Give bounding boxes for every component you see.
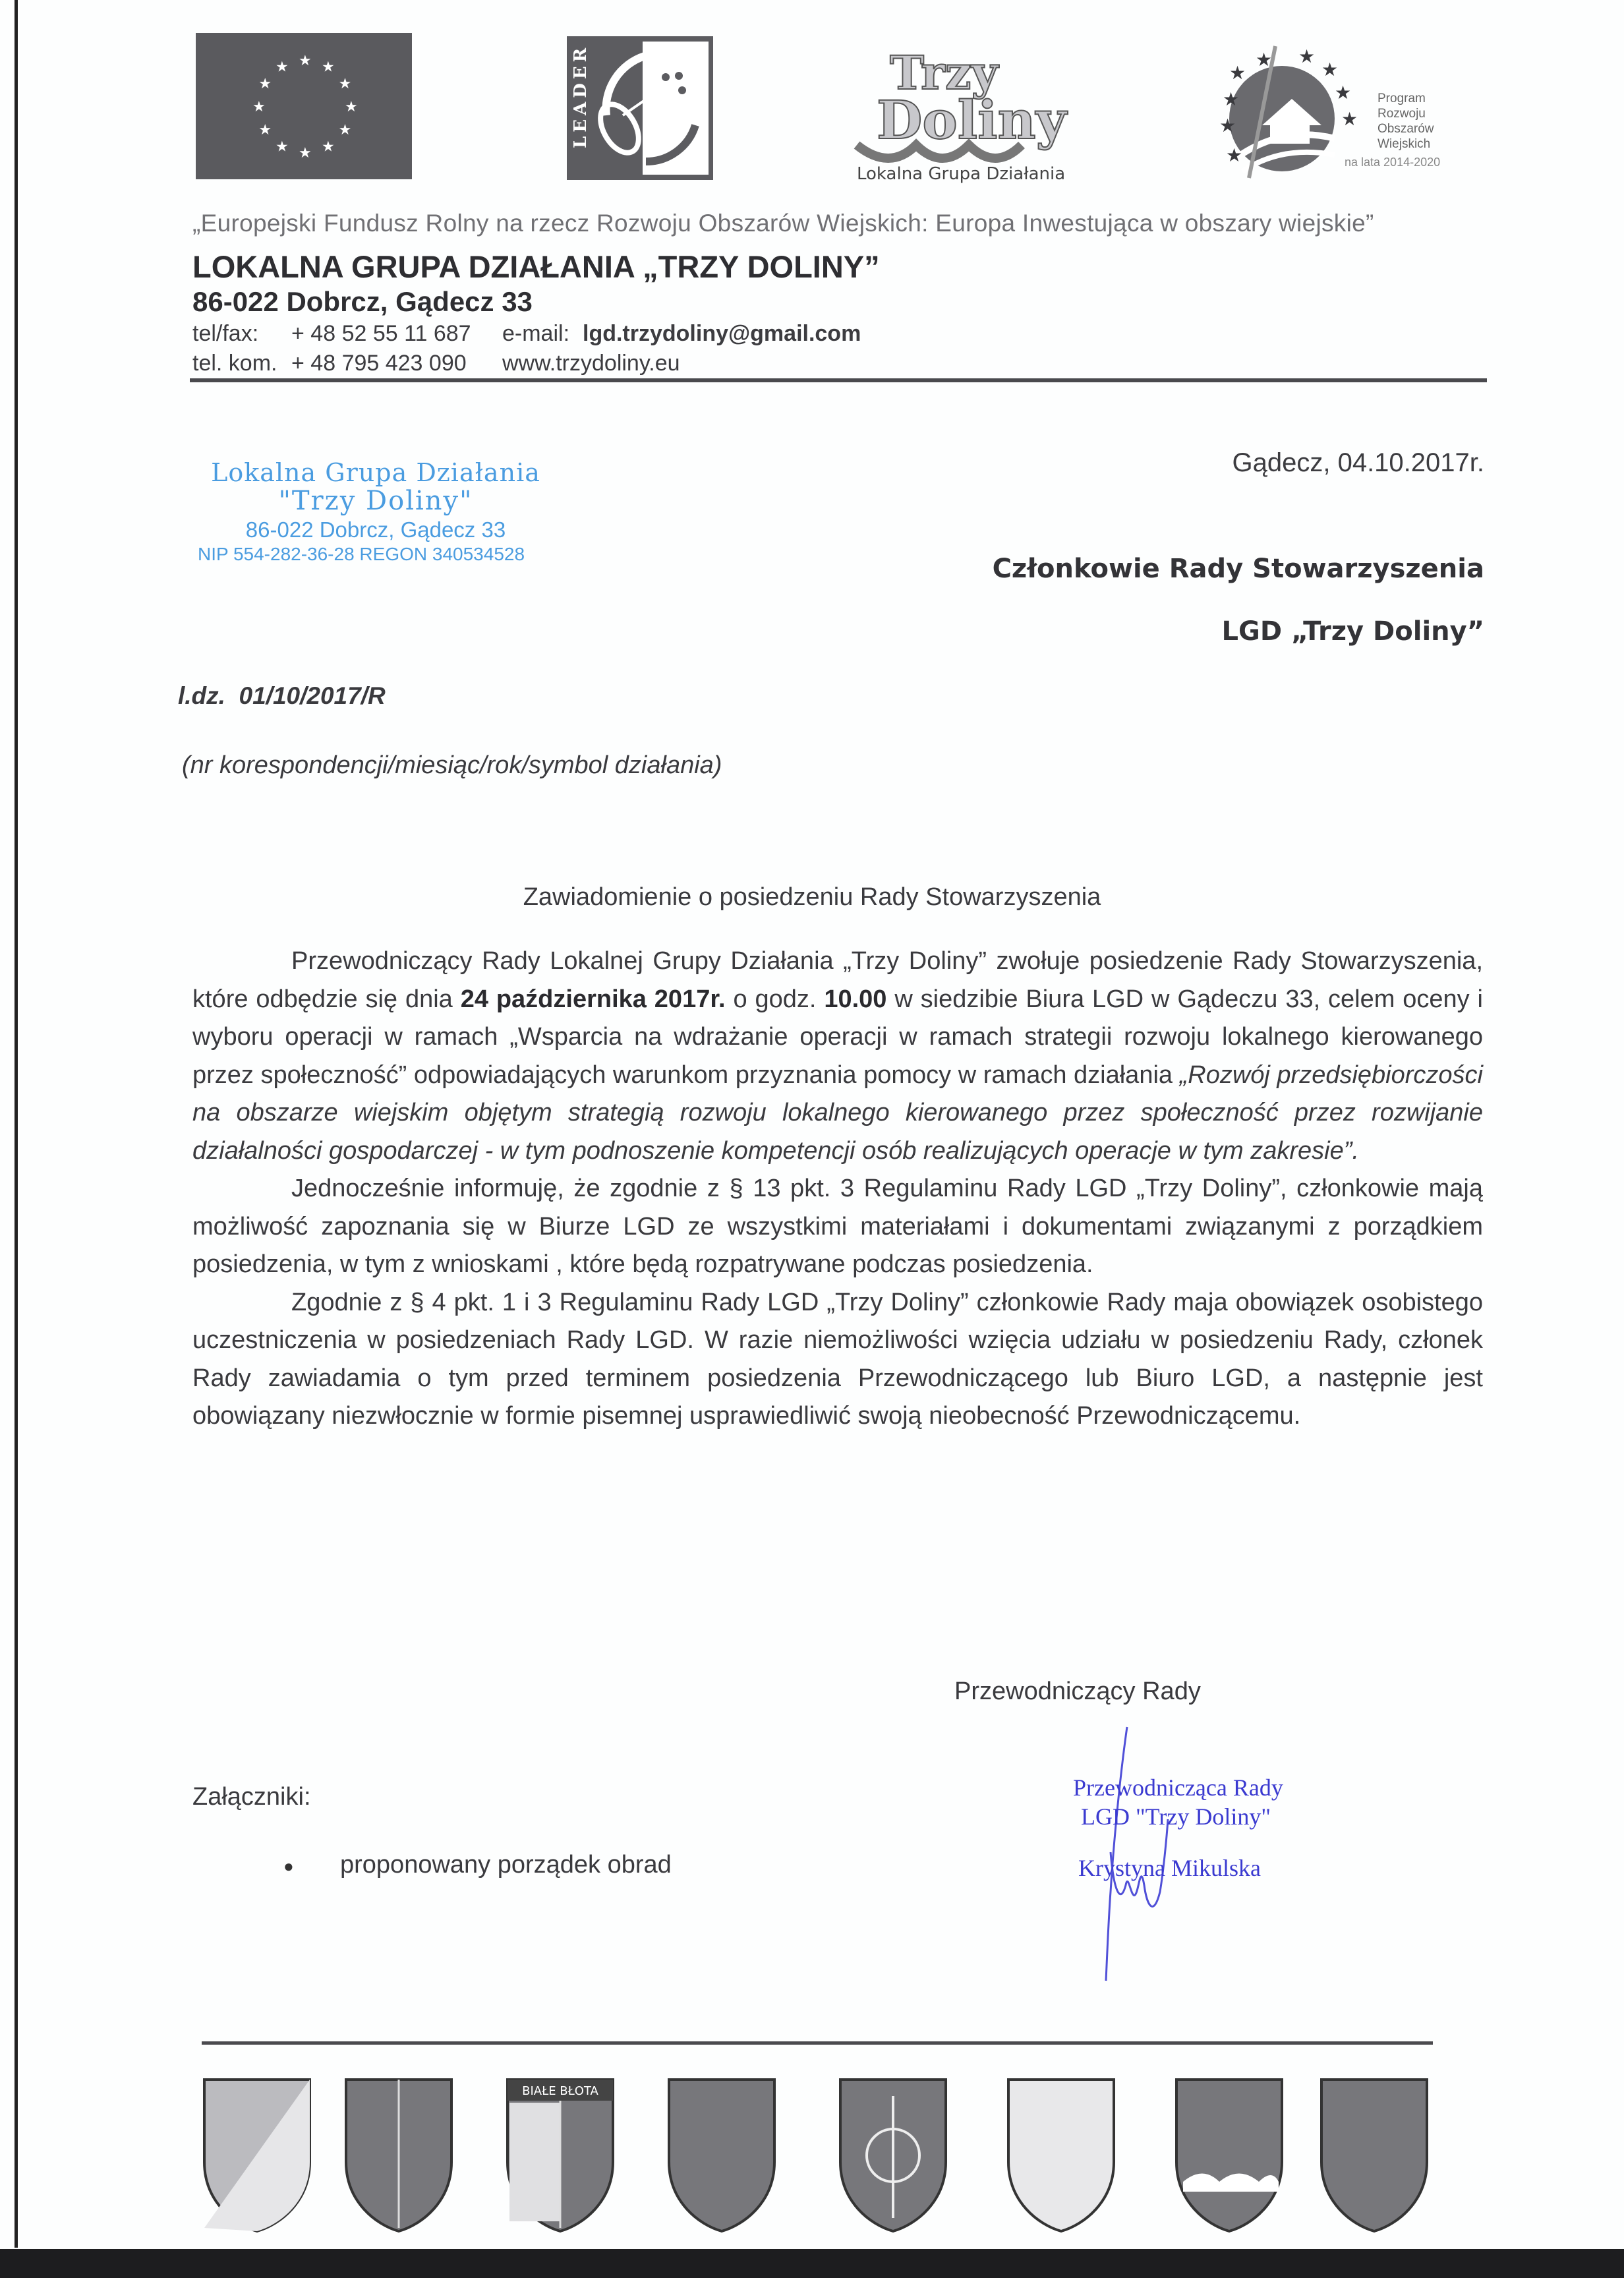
coat-of-arms-biale-blota-icon — [504, 2076, 616, 2234]
meeting-time: 10.00 — [824, 985, 887, 1013]
attachments-label: Załączniki: — [192, 1783, 311, 1811]
prow-logo — [1209, 40, 1460, 191]
meeting-date: 24 października 2017r. — [460, 985, 726, 1013]
prow-years: na lata 2014-2020 — [1345, 156, 1441, 169]
chairperson-stamp — [1073, 1773, 1283, 1883]
eu-star-icon: ★ — [322, 138, 335, 155]
letter-body — [192, 943, 1483, 1436]
logo-caption: Lokalna Grupa Działania — [857, 164, 1066, 184]
eu-star-icon: ★ — [276, 138, 289, 155]
coat-of-arms-6-icon — [1005, 2076, 1117, 2234]
reference-note: (nr korespondencji/miesiąc/rok/symbol działania) — [182, 751, 722, 779]
eu-star-icon: ★ — [258, 121, 272, 138]
eu-star-icon: ★ — [252, 98, 266, 115]
prow-star-icon: ★ — [1256, 49, 1273, 70]
signature-title: Przewodniczący Rady — [954, 1678, 1201, 1705]
prow-line-4: Wiejskich — [1378, 137, 1431, 151]
prow-star-icon: ★ — [1219, 115, 1236, 136]
contact-mobile: + 48 795 423 090 — [291, 351, 467, 376]
contact-mobile-label: tel. kom. — [192, 351, 277, 376]
eu-star-icon: ★ — [299, 52, 312, 69]
prow-star-icon: ★ — [1223, 89, 1240, 109]
contact-website-link[interactable]: www.trzydoliny.eu — [502, 351, 680, 376]
chair-stamp-line-2: LGD "Trzy Doliny" — [1081, 1803, 1271, 1830]
prow-star-icon: ★ — [1321, 59, 1339, 80]
contact-telfax: + 48 52 55 11 687 — [291, 321, 471, 346]
eu-star-icon: ★ — [299, 144, 312, 161]
place-date: Gądecz, 04.10.2017r. — [1232, 448, 1484, 477]
lgd-trzy-doliny-logo — [850, 40, 1074, 185]
scan-edge-bottom — [0, 2249, 1624, 2278]
attachment-item: ● proponowany porządek obrad — [283, 1851, 672, 1879]
stamp-line-3: 86-022 Dobrcz, Gądecz 33 — [245, 517, 506, 542]
coat-of-arms-4-icon — [666, 2076, 778, 2234]
prow-line-3: Obszarów — [1378, 122, 1434, 136]
coat-of-arms-1-icon — [201, 2076, 313, 2234]
coat-of-arms-8-icon — [1318, 2076, 1430, 2234]
prow-emblem-icon — [1209, 40, 1460, 191]
recipient-line-1: Członkowie Rady Stowarzyszenia — [992, 554, 1484, 584]
chair-stamp-line-3: Krystyna Mikulska — [1078, 1855, 1261, 1881]
logo-word-trzy: Trzy — [890, 45, 999, 100]
funding-quote: „Europejski Fundusz Rolny na rzecz Rozwoju Obszarów Wiejskich: Europa Inwestująca w obszary wiejskie” — [192, 210, 1374, 237]
logo-word-doliny: Doliny — [877, 89, 1067, 151]
eu-star-icon: ★ — [338, 75, 352, 92]
eu-star-icon: ★ — [258, 75, 272, 92]
prow-star-icon: ★ — [1226, 145, 1243, 165]
prow-line-2: Rozwoju — [1378, 107, 1426, 121]
eu-star-icon: ★ — [276, 58, 289, 75]
attachments-list — [283, 1851, 672, 1879]
prow-line-1: Program — [1378, 92, 1426, 105]
organization-name: LOKALNA GRUPA DZIAŁANIA „TRZY DOLINY” — [192, 249, 880, 284]
svg-text:BIAŁE BŁOTA: BIAŁE BŁOTA — [522, 2084, 598, 2098]
letter-title: Zawiadomienie o posiedzeniu Rady Stowarzyszenia — [523, 883, 1101, 911]
reference-value: 01/10/2017/R — [239, 682, 386, 709]
paragraph-1: Przewodniczący Rady Lokalnej Grupy Działania „Trzy Doliny” zwołuje posiedzenie Rady Stowarzyszenia, które odbędzie się dnia 24 października 2017r. o godz. 10.00 w siedzibie Biura LGD w Gądeczu 33, celem oceny i wyboru operacji w ramach „Wsparcia na wdrażanie operacji w ramach strategii rozwoju lokalnego kierowanego przez społeczność” odpowiadających warunkom przyznania pomocy w ramach działania „Rozwój przedsiębiorczości na obszarze wiejskim objętym strategią rozwoju lokalnego kierowanego przez społeczność przez rozwijanie działalności gospodarczej - w tym podnoszenie kompetencji osób realizujących operacje w tym zakresie”. — [192, 947, 1484, 1165]
stamp-line-4: NIP 554-282-36-28 REGON 340534528 — [198, 544, 525, 564]
paragraph-3: Zgodnie z § 4 pkt. 1 i 3 Regulaminu Rady LGD „Trzy Doliny” członkowie Rady maja obowiązek osobistego uczestniczenia w posiedzeniach Rady LGD. W razie niemożliwości wzięcia udziału w posiedzeniu Rady, członek Rady zawiadamia o tym przed terminem posiedzenia Przewodniczącego lub Biuro LGD, a następnie jest obowiązany niezwłocznie w formie pisemnej usprawiedliwić swoją nieobecność Przewodniczącemu. — [192, 1288, 1483, 1430]
reference-label: l.dz. — [178, 682, 225, 709]
eu-stars-icon — [196, 33, 412, 179]
eu-star-icon: ★ — [338, 121, 352, 138]
coat-of-arms-5-icon — [837, 2076, 949, 2234]
prow-star-icon: ★ — [1341, 109, 1358, 129]
contact-telfax-label: tel/fax: — [192, 321, 259, 346]
action-name: „Rozwój przedsiębiorczości na obszarze wiejskim objętym strategią rozwoju lokalnego kierowanego przez społeczność przez rozwijanie działalności gospodarczej - w tym podnoszenie kompetencji osób realizujących operacje w tym zakresie”. — [192, 1061, 1483, 1165]
reference-number — [178, 682, 386, 710]
coat-of-arms-2-icon — [343, 2076, 455, 2234]
trzy-doliny-logo-icon — [850, 40, 1074, 185]
eu-star-icon: ★ — [345, 98, 358, 115]
organization-stamp — [198, 458, 554, 565]
scan-edge-left — [14, 0, 18, 2248]
leader-logo — [567, 36, 713, 180]
contact-email-link[interactable]: lgd.trzydoliny@gmail.com — [583, 321, 861, 346]
recipient-line-2: LGD „Trzy Doliny” — [1221, 616, 1484, 647]
stamp-line-2: "Trzy Doliny" — [278, 486, 473, 516]
stamp-line-1: Lokalna Grupa Działania — [211, 458, 540, 487]
paragraph-2: Jednocześnie informuję, że zgodnie z § 13 pkt. 3 Regulaminu Rady LGD „Trzy Doliny”, członkowie mają możliwość zapoznania się w Biurze LGD ze wszystkimi materiałami i dokumentami związanymi z porządkiem posiedzenia, w tym z wnioskami , które będą rozpatrywane podczas posiedzenia. — [192, 1175, 1483, 1278]
organization-address: 86-022 Dobrcz, Gądecz 33 — [192, 286, 533, 317]
coat-of-arms-7-icon — [1173, 2076, 1285, 2234]
footer-divider — [202, 2041, 1433, 2045]
header-divider — [190, 378, 1487, 382]
prow-star-icon: ★ — [1229, 63, 1246, 83]
leader-text: LEADER — [571, 44, 591, 148]
prow-star-icon: ★ — [1335, 82, 1352, 103]
prow-star-icon: ★ — [1298, 46, 1316, 67]
eu-star-icon: ★ — [322, 58, 335, 75]
contact-email-label: e-mail: — [502, 321, 570, 346]
chair-stamp-line-1: Przewodnicząca Rady — [1073, 1774, 1283, 1801]
eu-flag-logo — [196, 33, 412, 179]
